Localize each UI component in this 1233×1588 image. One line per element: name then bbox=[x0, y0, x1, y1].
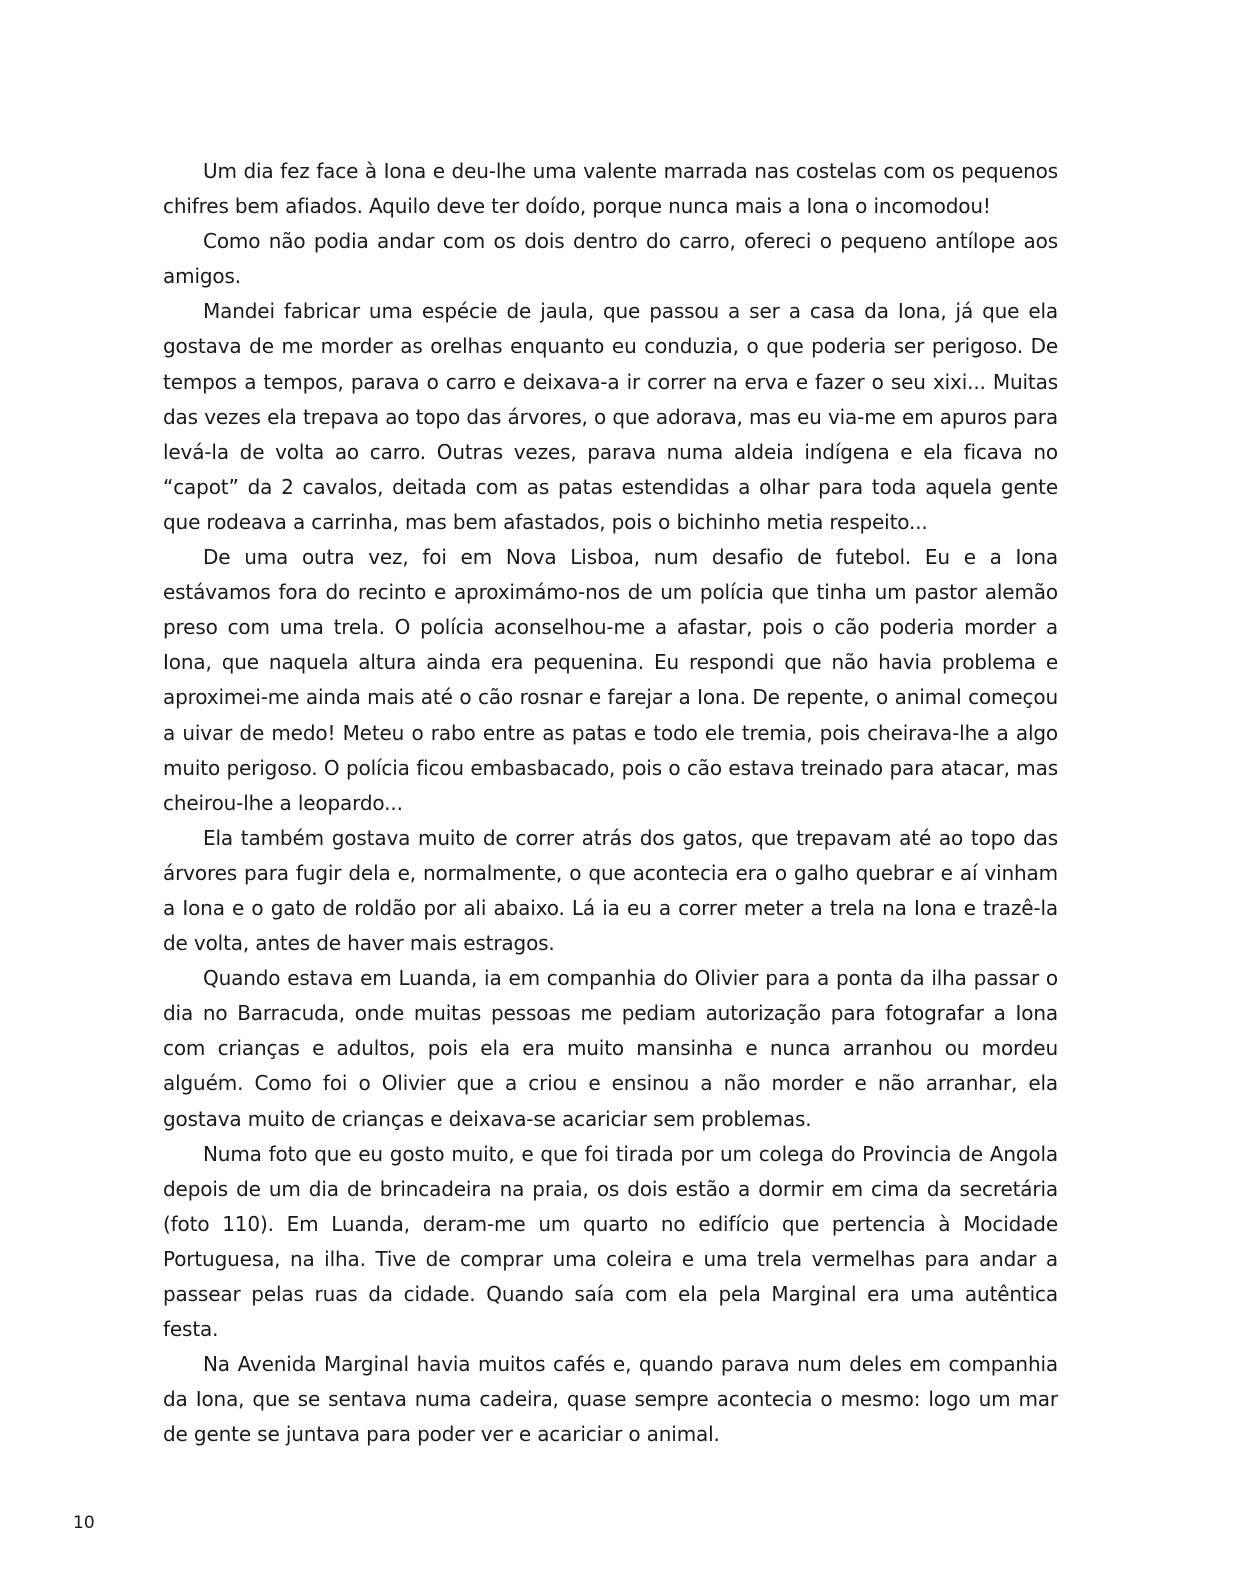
body-text bbox=[163, 154, 1058, 1452]
paragraph: De uma outra vez, foi em Nova Lisboa, num desafio de futebol. Eu e a Iona estávamos fora do recinto e aproximámo-nos de um polícia que tinha um pastor alemão preso com uma trela. O polícia aconselhou-me a afastar, pois o cão poderia morder a Iona, que naquela altura ainda era pequenina. Eu respondi que não havia problema e aproximei-me ainda mais até o cão rosnar e farejar a Iona. De repente, o animal começou a uivar de medo! Meteu o rabo entre as patas e todo ele tremia, pois cheirava-lhe a algo muito perigoso. O polícia ficou embasbacado, pois o cão estava treinado para atacar, mas cheirou-lhe a leopardo... bbox=[163, 545, 1058, 815]
paragraph: Ela também gostava muito de correr atrás dos gatos, que trepavam até ao topo das árvores para fugir dela e, normalmente, o que acontecia era o galho quebrar e aí vinham a Iona e o gato de roldão por ali abaixo. Lá ia eu a correr meter a trela na Iona e trazê-la de volta, antes de haver mais estragos. bbox=[163, 825, 1058, 956]
paragraph: Como não podia andar com os dois dentro do carro, ofereci o pequeno antílope aos amigos. bbox=[163, 229, 1058, 289]
paragraph: Numa foto que eu gosto muito, e que foi tirada por um colega do Provincia de Angola depois de um dia de brincadeira na praia, os dois estão a dormir em cima da secretária (foto 110). Em Luanda, deram-me um quarto no edifício que pertencia à Mocidade Portuguesa, na ilha. Tive de comprar uma coleira e uma trela vermelhas para andar a passear pelas ruas da cidade. Quando saía com ela pela Marginal era uma autêntica festa. bbox=[163, 1141, 1058, 1342]
paragraph: Quando estava em Luanda, ia em companhia do Olivier para a ponta da ilha passar o dia no Barracuda, onde muitas pessoas me pediam autorização para fotografar a Iona com crianças e adultos, pois ela era muito mansinha e nunca arranhou ou mordeu alguém. Como foi o Olivier que a criou e ensinou a não morder e não arranhar, ela gostava muito de crianças e deixava-se acariciar sem problemas. bbox=[163, 966, 1058, 1131]
paragraph: Um dia fez face à Iona e deu-lhe uma valente marrada nas costelas com os pequenos chifres bem afiados. Aquilo deve ter doído, porque nunca mais a Iona o incomodou! bbox=[163, 159, 1058, 219]
paragraph: Na Avenida Marginal havia muitos cafés e, quando parava num deles em companhia da Iona, que se sentava numa cadeira, quase sempre acontecia o mesmo: logo um mar de gente se juntava para poder ver e acariciar o animal. bbox=[163, 1352, 1058, 1447]
paragraph: Mandei fabricar uma espécie de jaula, que passou a ser a casa da Iona, já que ela gostava de me morder as orelhas enquanto eu conduzia, o que poderia ser perigoso. De tempos a tempos, parava o carro e deixava-a ir correr na erva e fazer o seu xixi... Muitas das vezes ela trepava ao topo das árvores, o que adorava, mas eu via-me em apuros para levá-la de volta ao carro. Outras vezes, parava numa aldeia indígena e ela ficava no “capot” da 2 cavalos, deitada com as patas estendidas a olhar para toda aquela gente que rodeava a carrinha, mas bem afastados, pois o bichinho metia respeito... bbox=[163, 299, 1058, 534]
page-number: 10 bbox=[73, 1513, 95, 1533]
